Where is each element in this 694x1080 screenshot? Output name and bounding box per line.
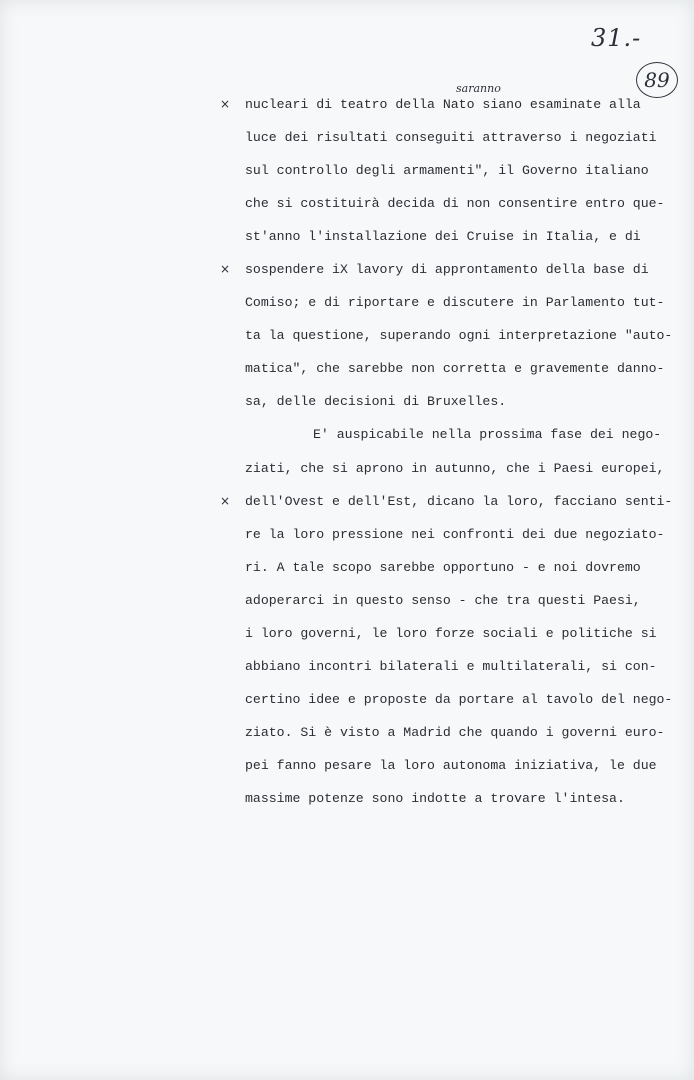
text-line: matica", che sarebbe non corretta e gravemente danno- — [245, 361, 665, 377]
text-line: adoperarci in questo senso - che tra questi Paesi, — [245, 592, 641, 608]
text-line: i loro governi, le loro forze sociali e politiche si — [245, 625, 657, 641]
text-line: sospendere iX lavory di approntamento della base di — [245, 262, 649, 278]
margin-mark: × — [220, 262, 231, 277]
text-line: ri. A tale scopo sarebbe opportuno - e noi dovremo — [245, 559, 641, 575]
text-line: luce dei risultati conseguiti attraverso i negoziati — [245, 130, 657, 146]
text-line: sul controllo degli armamenti", il Governo italiano — [245, 163, 649, 179]
text-line: certino idee e proposte da portare al tavolo del nego- — [245, 691, 673, 707]
text-line: ziato. Si è visto a Madrid che quando i governi euro- — [245, 724, 665, 740]
text-line: Comiso; e di riportare e discutere in Parlamento tut- — [245, 295, 665, 311]
text-line: pei fanno pesare la loro autonoma iniziativa, le due — [245, 757, 657, 773]
text-line: st'anno l'installazione dei Cruise in Italia, e di — [245, 229, 641, 245]
text-line: che si costituirà decida di non consentire entro que- — [245, 196, 665, 212]
handwritten-page-number: 31.- — [591, 24, 642, 52]
archive-stamp: 89 — [636, 62, 678, 98]
document-text-block — [245, 92, 673, 819]
handwritten-insert-note: saranno — [456, 82, 501, 95]
margin-mark: × — [220, 97, 231, 111]
text-line: massime potenze sono indotte a trovare l'intesa. — [245, 790, 625, 806]
text-line: dell'Ovest e dell'Est, dicano la loro, facciano senti- — [245, 493, 673, 509]
text-line: re la loro pressione nei confronti dei due negoziato- — [245, 526, 665, 542]
text-line: abbiano incontri bilaterali e multilaterali, si con- — [245, 658, 657, 674]
text-line: ta la questione, superando ogni interpretazione "auto- — [245, 328, 673, 344]
text-line: sa, delle decisioni di Bruxelles. — [245, 394, 507, 410]
margin-mark: × — [220, 493, 231, 508]
text-line: nucleari di teatro della Nato siano esaminate alla — [245, 97, 641, 112]
text-line: E' auspicabile nella prossima fase dei nego- — [313, 427, 662, 443]
text-line: ziati, che si aprono in autunno, che i Paesi europei, — [245, 460, 665, 476]
